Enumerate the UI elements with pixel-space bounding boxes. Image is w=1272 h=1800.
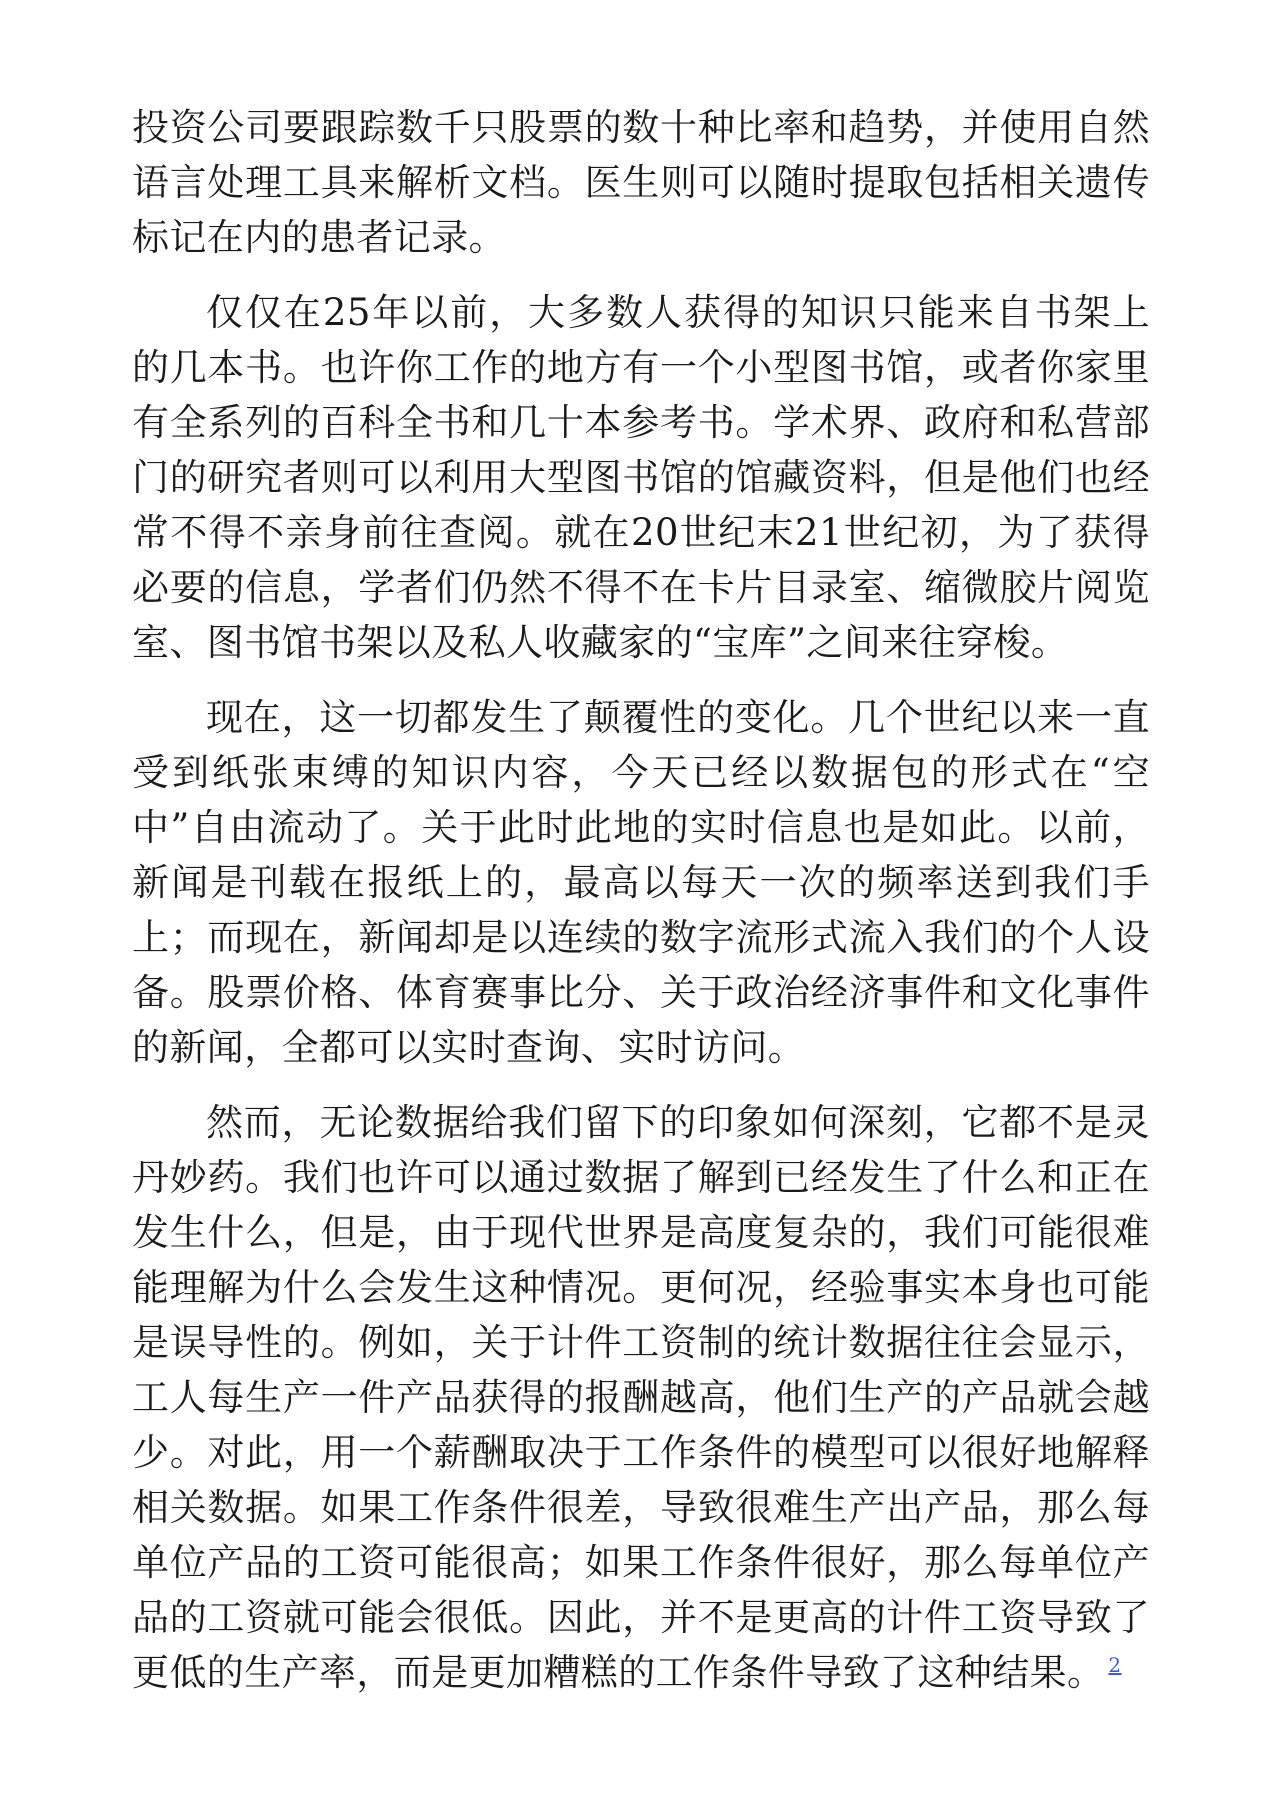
paragraph-4 (132, 1095, 1150, 1700)
footnote-link[interactable]: 2 (1108, 1652, 1122, 1677)
body-text (132, 100, 1150, 1720)
paragraph-4-text: 然而，无论数据给我们留下的印象如何深刻，它都不是灵丹妙药。我们也许可以通过数据了解到已经发生了什么和正在发生什么，但是，由于现代世界是高度复杂的，我们可能很难能理解为什么会发生这种情况。更何况，经验事实本身也可能是误导性的。例如，关于计件工资制的统计数据往往会显示，工人每生产一件产品获得的报酬越高，他们生产的产品就会越少。对此，用一个薪酬取决于工作条件的模型可以很好地解释相关数据。如果工作条件很差，导致很难生产出产品，那么每单位产品的工资可能很高；如果工作条件很好，那么每单位产品的工资就可能会很低。因此，并不是更高的计件工资导致了更低的生产率，而是更加糟糕的工作条件导致了这种结果。 (132, 1101, 1150, 1694)
paragraph-3: 现在，这一切都发生了颠覆性的变化。几个世纪以来一直受到纸张束缚的知识内容，今天已经以数据包的形式在“空中”自由流动了。关于此时此地的实时信息也是如此。以前，新闻是刊载在报纸上的，最高以每天一次的频率送到我们手上；而现在，新闻却是以连续的数字流形式流入我们的个人设备。股票价格、体育赛事比分、关于政治经济事件和文化事件的新闻，全都可以实时查询、实时访问。 (132, 696, 1150, 1069)
paragraph-1: 投资公司要跟踪数千只股票的数十种比率和趋势，并使用自然语言处理工具来解析文档。医生则可以随时提取包括相关遗传标记在内的患者记录。 (132, 106, 1150, 259)
paragraph-2: 仅仅在25年以前，大多数人获得的知识只能来自书架上的几本书。也许你工作的地方有一个小型图书馆，或者你家里有全系列的百科全书和几十本参考书。学术界、政府和私营部门的研究者则可以利用大型图书馆的馆藏资料，但是他们也经常不得不亲身前往查阅。就在20世纪末21世纪初，为了获得必要的信息，学者们仍然不得不在卡片目录室、缩微胶片阅览室、图书馆书架以及私人收藏家的“宝库”之间来往穿梭。 (132, 291, 1150, 664)
